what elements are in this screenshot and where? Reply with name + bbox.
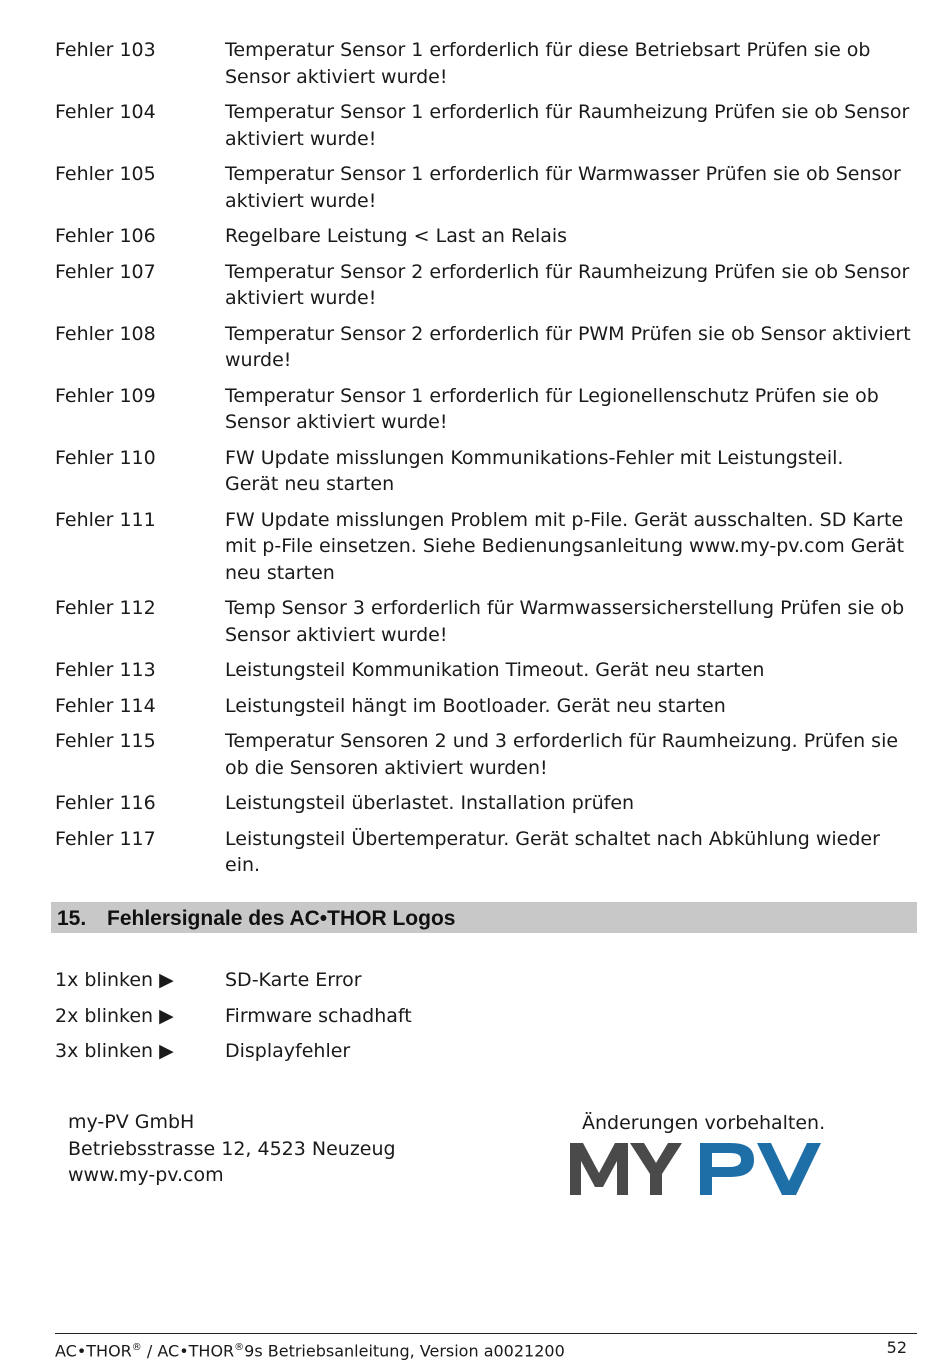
error-code: Fehler 117	[55, 827, 156, 850]
error-code: Fehler 105	[55, 163, 156, 185]
error-row	[55, 693, 917, 720]
registered-mark: ®	[234, 1342, 245, 1353]
error-code: Fehler 106	[55, 225, 156, 247]
blink-meaning: Displayfehler	[225, 1040, 351, 1062]
error-description	[225, 445, 917, 498]
error-row	[55, 259, 917, 312]
company-name: my-PV GmbH	[68, 1111, 195, 1133]
error-code: Fehler 109	[55, 384, 156, 407]
error-code: Fehler 104	[55, 101, 156, 123]
footer-divider	[55, 1333, 917, 1334]
blink-row	[55, 1002, 655, 1038]
error-description: Temperatur Sensor 2 erforderlich für Raumheizung Prüfen sie ob Sensor aktiviert wurde!	[225, 260, 910, 309]
error-row	[55, 728, 917, 781]
company-address	[68, 1109, 396, 1189]
error-description: Leistungsteil überlastet. Installation prüfen	[225, 792, 635, 814]
error-row	[55, 595, 917, 648]
error-description: Temperatur Sensor 1 erforderlich für Raumheizung Prüfen sie ob Sensor aktiviert wurde!	[225, 101, 910, 150]
error-description: Leistungsteil Übertemperatur. Gerät schaltet nach Abkühlung wieder ein.	[225, 827, 880, 876]
error-description: Leistungsteil hängt im Bootloader. Gerät neu starten	[225, 694, 726, 717]
footer-title-part: / AC•THOR	[141, 1341, 235, 1361]
error-code: Fehler 115	[55, 730, 156, 752]
blink-row	[55, 966, 655, 1002]
error-code: Fehler 110	[55, 446, 156, 469]
error-row	[55, 37, 917, 90]
error-description: Regelbare Leistung < Last an Relais	[225, 225, 568, 247]
footer-title-part: 9s Betriebsanleitung, Version a0021200	[244, 1341, 565, 1361]
section-heading	[51, 902, 917, 933]
error-row	[55, 383, 917, 436]
error-code: Fehler 107	[55, 260, 156, 283]
error-description: Temperatur Sensor 1 erforderlich für Warmwasser Prüfen sie ob Sensor aktiviert wurde!	[225, 163, 901, 212]
section-number: 15.	[57, 907, 87, 930]
blink-count: 1x blinken ▶	[55, 969, 174, 991]
error-row	[55, 657, 917, 684]
registered-mark: ®	[131, 1342, 142, 1353]
error-row	[55, 223, 917, 250]
error-description-line: Gerät neu starten	[225, 473, 395, 495]
error-description: Leistungsteil Kommunikation Timeout. Gerät neu starten	[225, 659, 765, 681]
page-number: 52	[886, 1338, 907, 1357]
error-description: Temperatur Sensor 1 erforderlich für Legionellenschutz Prüfen sie ob Sensor aktiviert wurde!	[225, 384, 879, 433]
error-row	[55, 321, 917, 374]
blink-signal-list	[55, 966, 655, 1073]
error-row	[55, 445, 917, 498]
error-row	[55, 99, 917, 152]
error-code: Fehler 114	[55, 694, 156, 717]
error-row	[55, 790, 917, 817]
error-code: Fehler 108	[55, 322, 156, 345]
error-code: Fehler 116	[55, 792, 156, 814]
blink-row	[55, 1037, 655, 1073]
blink-count: 2x blinken ▶	[55, 1004, 174, 1027]
error-description: Temp Sensor 3 erforderlich für Warmwassersicherstellung Prüfen sie ob Sensor aktiviert wurde!	[225, 597, 905, 646]
error-description-line: FW Update misslungen Kommunikations-Fehler mit Leistungsteil.	[225, 446, 844, 469]
blink-meaning: SD-Karte Error	[225, 969, 362, 991]
mypv-logo	[570, 1143, 825, 1195]
error-description: Temperatur Sensor 1 erforderlich für diese Betriebsart Prüfen sie ob Sensor aktiviert wurde!	[225, 39, 871, 88]
error-code: Fehler 113	[55, 659, 156, 681]
error-code: Fehler 111	[55, 508, 156, 531]
error-description: Temperatur Sensoren 2 und 3 erforderlich für Raumheizung. Prüfen sie ob die Sensoren aktiviert wurden!	[225, 730, 899, 779]
error-code: Fehler 103	[55, 39, 156, 61]
error-row	[55, 826, 917, 879]
footer-title-part: AC•THOR	[55, 1341, 132, 1361]
footer-document-title	[55, 1337, 565, 1362]
error-description: Temperatur Sensor 2 erforderlich für PWM Prüfen sie ob Sensor aktiviert wurde!	[225, 322, 911, 371]
company-website: www.my-pv.com	[68, 1164, 224, 1186]
error-description: FW Update misslungen Problem mit p-File. Gerät ausschalten. SD Karte mit p-File einsetzen. Siehe Bedienungsanleitung www.my-pv.com Gerät neu starten	[225, 508, 905, 584]
error-row	[55, 507, 917, 587]
company-street: Betriebsstrasse 12, 4523 Neuzeug	[68, 1137, 396, 1160]
error-code: Fehler 112	[55, 597, 156, 619]
error-list	[55, 37, 917, 888]
blink-count: 3x blinken ▶	[55, 1040, 174, 1062]
error-row	[55, 161, 917, 214]
logo-my-letters	[570, 1143, 682, 1195]
logo-pv-letters	[700, 1143, 821, 1195]
change-notice: Änderungen vorbehalten.	[582, 1112, 826, 1134]
blink-meaning: Firmware schadhaft	[225, 1004, 412, 1027]
section-title: Fehlersignale des AC•THOR Logos	[107, 907, 456, 930]
